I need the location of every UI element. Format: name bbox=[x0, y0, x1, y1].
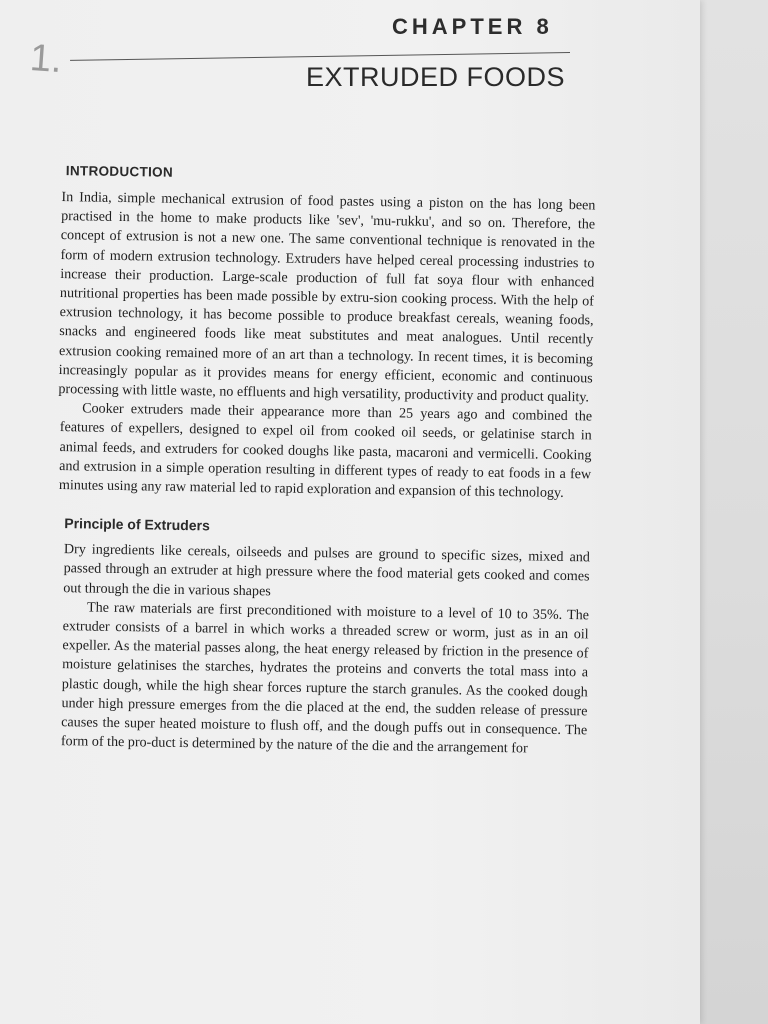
page-body bbox=[49, 163, 596, 760]
paragraph-principle-1: Dry ingredients like cereals, oilseeds and pulses are ground to specific sizes, mixed and passed through an extruder at high pressure where the food material gets cooked and comes out through the die in various shapes bbox=[63, 541, 590, 600]
section-heading-principle: Principle of Extruders bbox=[64, 515, 210, 534]
paragraph-principle-2: The raw materials are first preconditioned with moisture to a level of 10 to 35%. The extruder consists of a barrel in which works a threaded screw or worm, just as in an oil expeller. As the material passes along, the heat energy released by friction in the presence of moisture gelatinises the starches, hydrates the proteins and converts the total mass into a plastic dough, while the high shear forces rupture the starch granules. As the cooked dough under high pressure emerges from the die placed at the end, the sudden release of pressure causes the super heated moisture to flush off, and the dough puffs out in consequence. The form of the pro-duct is determined by the nature of the die and the arrangement for bbox=[60, 599, 590, 757]
section-heading-introduction: INTRODUCTION bbox=[65, 163, 174, 180]
chapter-title: EXTRUDED FOODS bbox=[306, 62, 566, 92]
handwritten-margin-mark: 1. bbox=[28, 36, 64, 82]
paragraph-intro-2: Cooker extruders made their appearance more than 25 years ago and combined the features of expellers, designed to expel oil from cooked oil seeds, or gelatinise starch in animal feeds, and extruders for cooked doughs like pasta, macaroni and vermicelli. Cooking and extrusion in a simple operation resulting in different types of ready to eat foods in a few minutes using any raw material led to rapid exploration and expansion of this technology. bbox=[58, 400, 593, 502]
chapter-label: CHAPTER 8 bbox=[392, 14, 553, 39]
paragraph-intro-1: In India, simple mechanical extrusion of food pastes using a piston on the has long been practised in the home to make products like 'sev', 'mu-rukku', and so on. Therefore, the concept of extrusion is not a new one. The same conventional technique is renovated in the form of modern extrusion technology. Extruders have helped cereal processing industries to increase their production. Large-scale production of full fat soya flour with enhanced nutritional properties has been made possible by extru-sion cooking process. With the help of extrusion technology, it has become possible to produce breakfast cereals, weaning foods, snacks and engineered foods like meat substitutes and meat analogues. Until recently extrusion cooking remained more of an art than a technology. In recent times, it is becoming increasingly popular as it provides means for energy efficient, economic and continuous processing with little waste, no effluents and high versatility, productivity and product quality. bbox=[58, 189, 596, 406]
title-rule bbox=[70, 52, 570, 61]
